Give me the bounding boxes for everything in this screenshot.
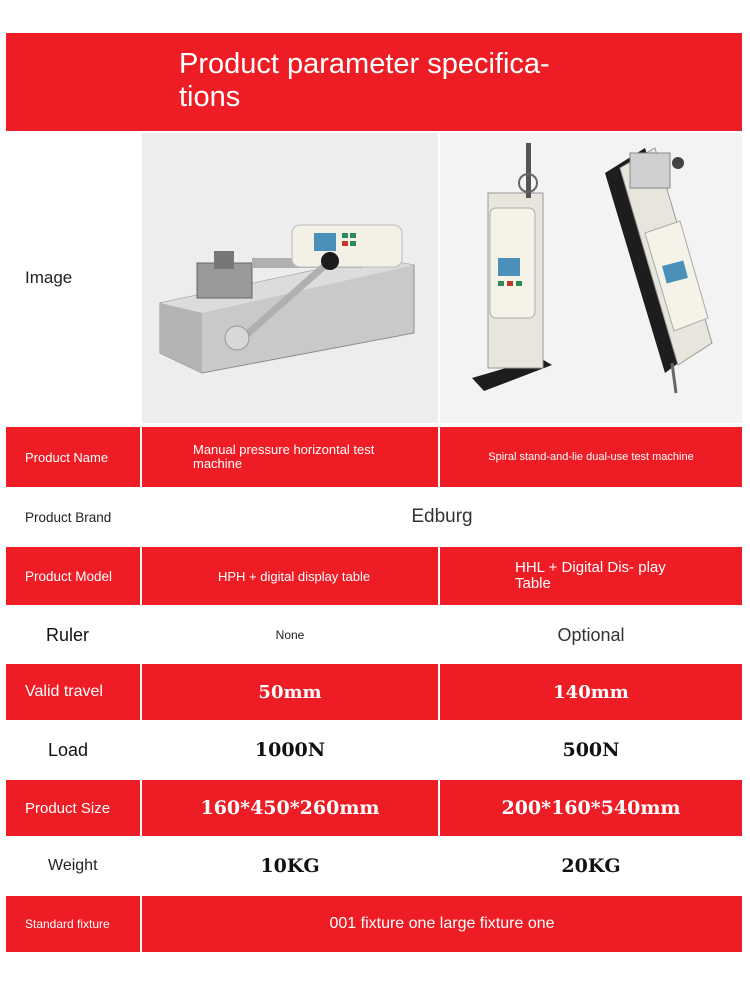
cell-value: Spiral stand-and-lie dual-use test machine <box>440 427 742 487</box>
cell-value: 200*160*540mm <box>440 780 742 836</box>
cell-value: 001 fixture one large fixture one <box>142 896 742 952</box>
row-label: Product Brand <box>25 509 112 525</box>
cell-value: 140mm <box>440 664 742 720</box>
row-label: Standard fixture <box>6 896 140 952</box>
row-label: Product Model <box>6 547 140 605</box>
row-label: Valid travel <box>6 664 140 720</box>
spec-header <box>6 33 742 131</box>
cell-value: HPH + digital display table <box>142 547 438 605</box>
row-product-name <box>6 427 742 487</box>
cell-value: 10KG <box>260 855 320 877</box>
row-valid-travel <box>6 664 742 720</box>
cell-value: 20KG <box>561 855 621 877</box>
row-standard-fixture <box>6 896 742 952</box>
cell-value: 160*450*260mm <box>142 780 438 836</box>
cell-value: 500N <box>562 739 620 761</box>
cell-value: Edburg <box>411 506 473 527</box>
cell-value: Manual pressure horizontal test machine <box>142 427 438 487</box>
cell-value: 50mm <box>142 664 438 720</box>
cell-value: HHL + Digital Dis- play Table <box>440 547 742 605</box>
row-weight <box>6 838 742 894</box>
row-load <box>6 722 742 778</box>
row-label: Weight <box>48 857 98 874</box>
page-title: Product parameter specifica- tions <box>179 48 550 113</box>
cell-value: 1000N <box>254 739 326 761</box>
vertical-machine-image <box>440 133 742 423</box>
row-label: Product Name <box>6 427 140 487</box>
row-image <box>6 133 742 423</box>
vertical-machine-illustration <box>440 133 742 423</box>
row-product-brand <box>6 489 742 545</box>
cell-value: Optional <box>557 624 625 645</box>
cell-value: None <box>275 628 305 642</box>
row-product-model <box>6 547 742 605</box>
row-label: Load <box>48 739 89 760</box>
horizontal-machine-illustration <box>142 133 438 423</box>
row-label: Ruler <box>46 624 90 645</box>
row-label: Image <box>25 268 73 287</box>
horizontal-machine-image <box>142 133 438 423</box>
row-label: Product Size <box>6 780 140 836</box>
row-product-size <box>6 780 742 836</box>
row-ruler <box>6 607 742 663</box>
